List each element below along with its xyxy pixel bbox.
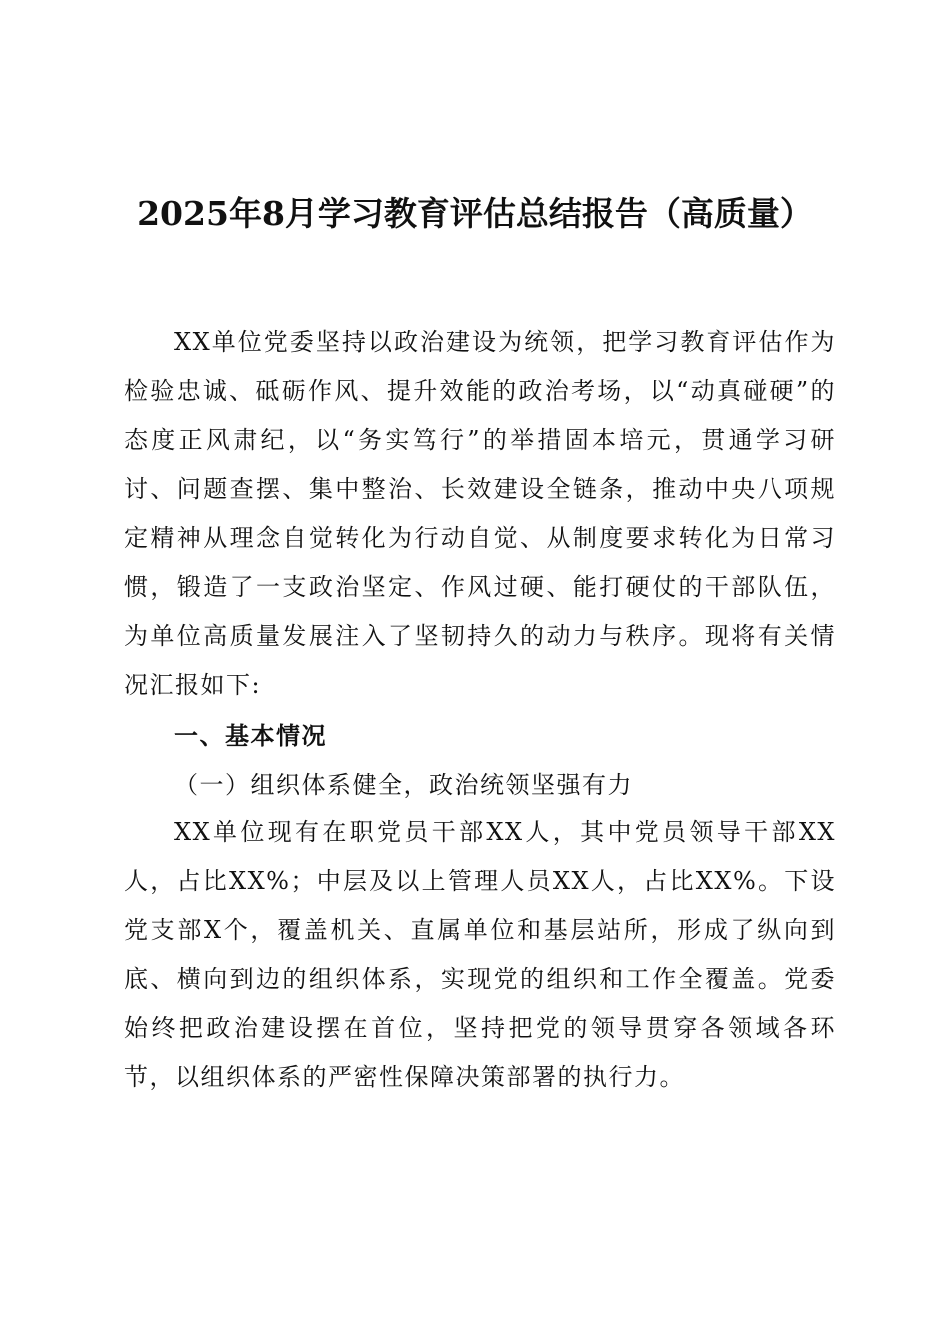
intro-paragraph: XX单位党委坚持以政治建设为统领，把学习教育评估作为检验忠诚、砥砺作风、提升效能的政治考场，以“动真碰硬”的态度正风肃纪，以“务实笃行”的举措固本培元，贯通学习研讨、问题查摆、集中整治、长效建设全链条，推动中央八项规定精神从理念自觉转化为行动自觉、从制度要求转化为日常习惯，锻造了一支政治坚定、作风过硬、能打硬仗的干部队伍，为单位高质量发展注入了坚韧持久的动力与秩序。现将有关情况汇报如下:: [124, 328, 836, 699]
subsection-heading-organization: （一）组织体系健全，政治统领坚强有力: [174, 771, 633, 799]
document-body: [124, 318, 836, 1102]
organization-paragraph: XX单位现有在职党员干部XX人，其中党员领导干部XX人，占比XX%；中层及以上管理人员XX人，占比XX%。下设党支部X个，覆盖机关、直属单位和基层站所，形成了纵向到底、横向到边的组织体系，实现党的组织和工作全覆盖。党委始终把政治建设摆在首位，坚持把党的领导贯穿各领域各环节，以组织体系的严密性保障决策部署的执行力。: [124, 818, 836, 1091]
section-heading-basic-situation: 一、基本情况: [174, 722, 327, 750]
document-title: 2025年8月学习教育评估总结报告（高质量）: [137, 194, 813, 233]
